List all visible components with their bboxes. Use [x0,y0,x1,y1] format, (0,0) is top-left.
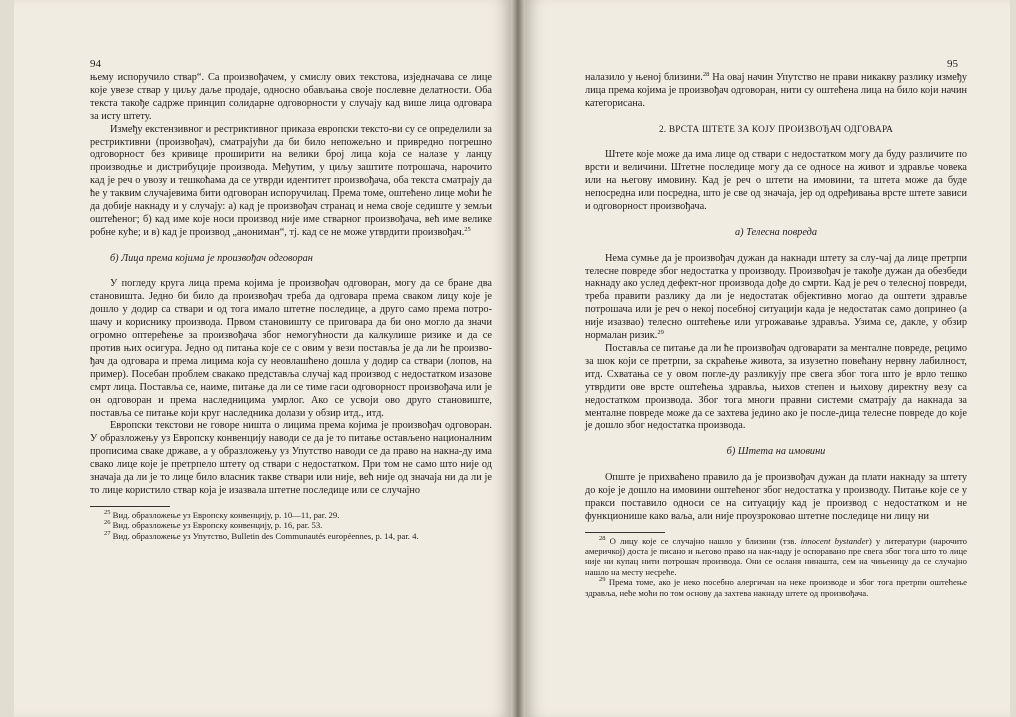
footnote [585,536,967,578]
paragraph-text: Између екстензивног и рестриктивног приказа европски тексто-ви су се определили за рестриктивни (произвођач), сматрајући да би било непожељно и привредно погрешно одговорност без кривице проширити на велики број лица која се налазе у ланцу производње и дистрибуције производа. Међутим, у циљу заштите потрошача, нарочито кад је реч о увозу и тешкоћама да се утврди идентитет произвођача, оба текста сматрају да ће у таквим случајевима бити одговоран испоручилац. Према томе, оштећено лице моћи ће да добије накнаду и у случају: а) кад је произвођач странац и нема своје седиште у земљи оштећеног; б) кад име које носи производ није име стварног произвођача, већ име велике робне куће; и в) кад је производ „анониман“, тј. кад се не може утврдити произвођач. [90,123,492,238]
page-edges-right [1010,0,1016,717]
footnote-number: 26 [104,519,111,527]
paragraph [585,253,967,343]
footnote-text: Вид. образложење уз Европску конвенцију, р. 16, par. 53. [112,520,323,531]
page-number-left: 94 [90,58,101,70]
footnote [90,510,492,520]
section-heading: 2. ВРСТА ШТЕТЕ ЗА КОЈУ ПРОИЗВОЂАЧ ОДГОВАРА [658,124,894,135]
footnote-number: 27 [104,529,111,537]
footnote [585,577,967,598]
footnote-ref: 25 [464,225,471,233]
footnote-ref: 29 [657,329,664,337]
footnote-text: Вид. образложење уз Европску конвенцију, р. 10—11, par. 29. [112,509,340,520]
paragraph [90,124,492,240]
right-page-text [585,72,967,598]
paragraph: Опште је прихваћено правило да је произвођач дужан да плати накнаду за штету до које је дошло на имовини оштећеног због недостатка у производу. Питање које се у пракси поставило односи се на ситуацију кад је производ с недостатком и не функционише како ваља, али није проузроковао штетне последице ни лицу ни [585,472,967,522]
book-gutter [511,0,525,717]
footnote-text: Вид. образложење уз Упутство, Bulletin des Communautés européennes, p. 14, par. 4. [112,530,419,541]
footnote-number: 29 [599,576,606,584]
footnote-rule [90,506,170,507]
paragraph: Поставља се питање да ли ће произвођач одговарати за менталне повреде, рецимо за шок који се претрпи, за скраћење живота, за изузетно повећану нервну лабилност, итд. Схватања се у овом погле-ду разликују пре свега због тога што је врло тешко утврдити ове врсте оштећења здравља, њихов степен и њихову директну везу са недостатком производа. Због тога многи правни системи сматрају да накнада за менталне повреде може да се захтева једино ако је после-дица телесне повреде до које је дошло због недостатка производа. [585,342,967,432]
paragraph: Европски текстови не говоре ништа о лицима према којима је произвођач одговоран. У образложењу уз Европску конвенцију наводи се да је то питање остављено националним прописима сваке државе, а у образложењу уз Упутство наводи се да право на накна-ду има свако лице које је претрпело штету од ствари с недостатком. При том не само што није од значаја да ли је то лице било власник такве ствари или није, већ није од значаја ни да ли је то лице користило ствар која је изазвала штетне последице или се случајно [90,420,492,496]
footnote-text: Према томе, ако је неко посебно алергичан на неке производе и због тога претрпи оштећење здравља, неће моћи по том основу да захтева накнаду штете од произвођача. [585,577,968,598]
subsection-heading: б) Штета на имовини [726,446,826,458]
subsection-heading: б) Лица према којима је произвођач одговоран [110,252,313,264]
footnote-ref: 28 [702,71,710,78]
footnote-number: 25 [104,508,111,516]
paragraph-text: налазило у њеној близини. [585,72,703,83]
paragraph: У погледу круга лица према којима је произвођач одговоран, могу да се бране два становишта. Једно би било да произвођач треба да одговара према сваком лицу које је дошло у додир са ствари и од тога имало штетне последице, а друго само према потро-шачу и кориснику производа. Првом становишту се приговара да би оно могло да значи огромно оптерећење за произвођача због немогућности да калкулише ризике и да се против њих осигура. Једно од питања које се с овим у вези поставља је да ли ће произво-ђач да одговара и према лицима која су неовлашћено дошла у додир са ствари (лопов, на пример). Посебан проблем свакако представља случај кад производ с недостатком изазове смрт лица. Поставља се, наиме, питање да ли се тиме гаси одговорност произвођача или је он одговоран и према наследницима умрлог. Ако се усвоји ово друго становиште, поставља се питање који круг наследника долази у обзир итд., итд. [90,278,492,419]
paragraph-text: Нема сумње да је произвођач дужан да накнади штету за слу-чај да лице претрпи телесне повреде због недостатка у производу. Произвођач је такође дужан да обезбеди накнаду ако услед дефект-ног производа дође до смрти. Кад је реч о телесној повреди, треба правити разлику да ли је недостатак објективно могао да оштети здравље потрошача или је реч о некој посебној ситуацији када је недостатак само допринео (а није изазвао) телесно оштећење или угрожавање здравља. Узима се, дакле, у обзир нормалан ризик. [585,252,967,342]
footnote [90,531,492,541]
footnote-italic: innocent bystander [800,535,869,546]
subsection-heading: а) Телесна повреда [735,226,817,238]
footnote-rule [585,532,665,533]
footnote-text: ) у литератури (нарочито америчкој) доста је писано и његово право на нак-наду је оспоравано пре свега због тога што то лице није ни купац нити потрошач производа. Они се осланя нинашта, сем на чињеницу да се случајно нашло на месту несреће. [585,535,967,577]
paragraph-text: На овај начин Упутство не прави никакву разлику између лица према којима је произвођач одговоран, нити су оштећена лица на било који начин категорисана. [585,72,967,109]
paragraph: њему испоручило ствар“. Са произвођачем, у смислу ових текстова, изједначава се лице које увезе ствар у циљу даље продаје, односно обављања своје послевне делатности. Оба текста такође садрже принцип солидарне одговорности у случају кад више лица одговара за исту штету. [90,72,492,122]
right-page [525,0,1010,717]
left-page-text [90,72,492,541]
left-page [14,0,511,717]
footnote [90,520,492,530]
footnote-text: О лицу које се случајно нашло у близини (тзв. [609,535,801,546]
paragraph: Штете које може да има лице од ствари с недостатком могу да буду различите по врсти и величини. Штетне последице могу да се односе на живот и здравље човека или на његову имовину. Кад је реч о штети на имовини, та штета може да буде непосредна или посредна, што је све од значаја, јер од одређивања врсте штете зависи и одговорност произвођача. [585,149,967,213]
paragraph [585,72,967,111]
page-number-right: 95 [947,58,958,70]
page-edges-left [0,0,14,717]
footnote-number: 28 [599,534,606,542]
